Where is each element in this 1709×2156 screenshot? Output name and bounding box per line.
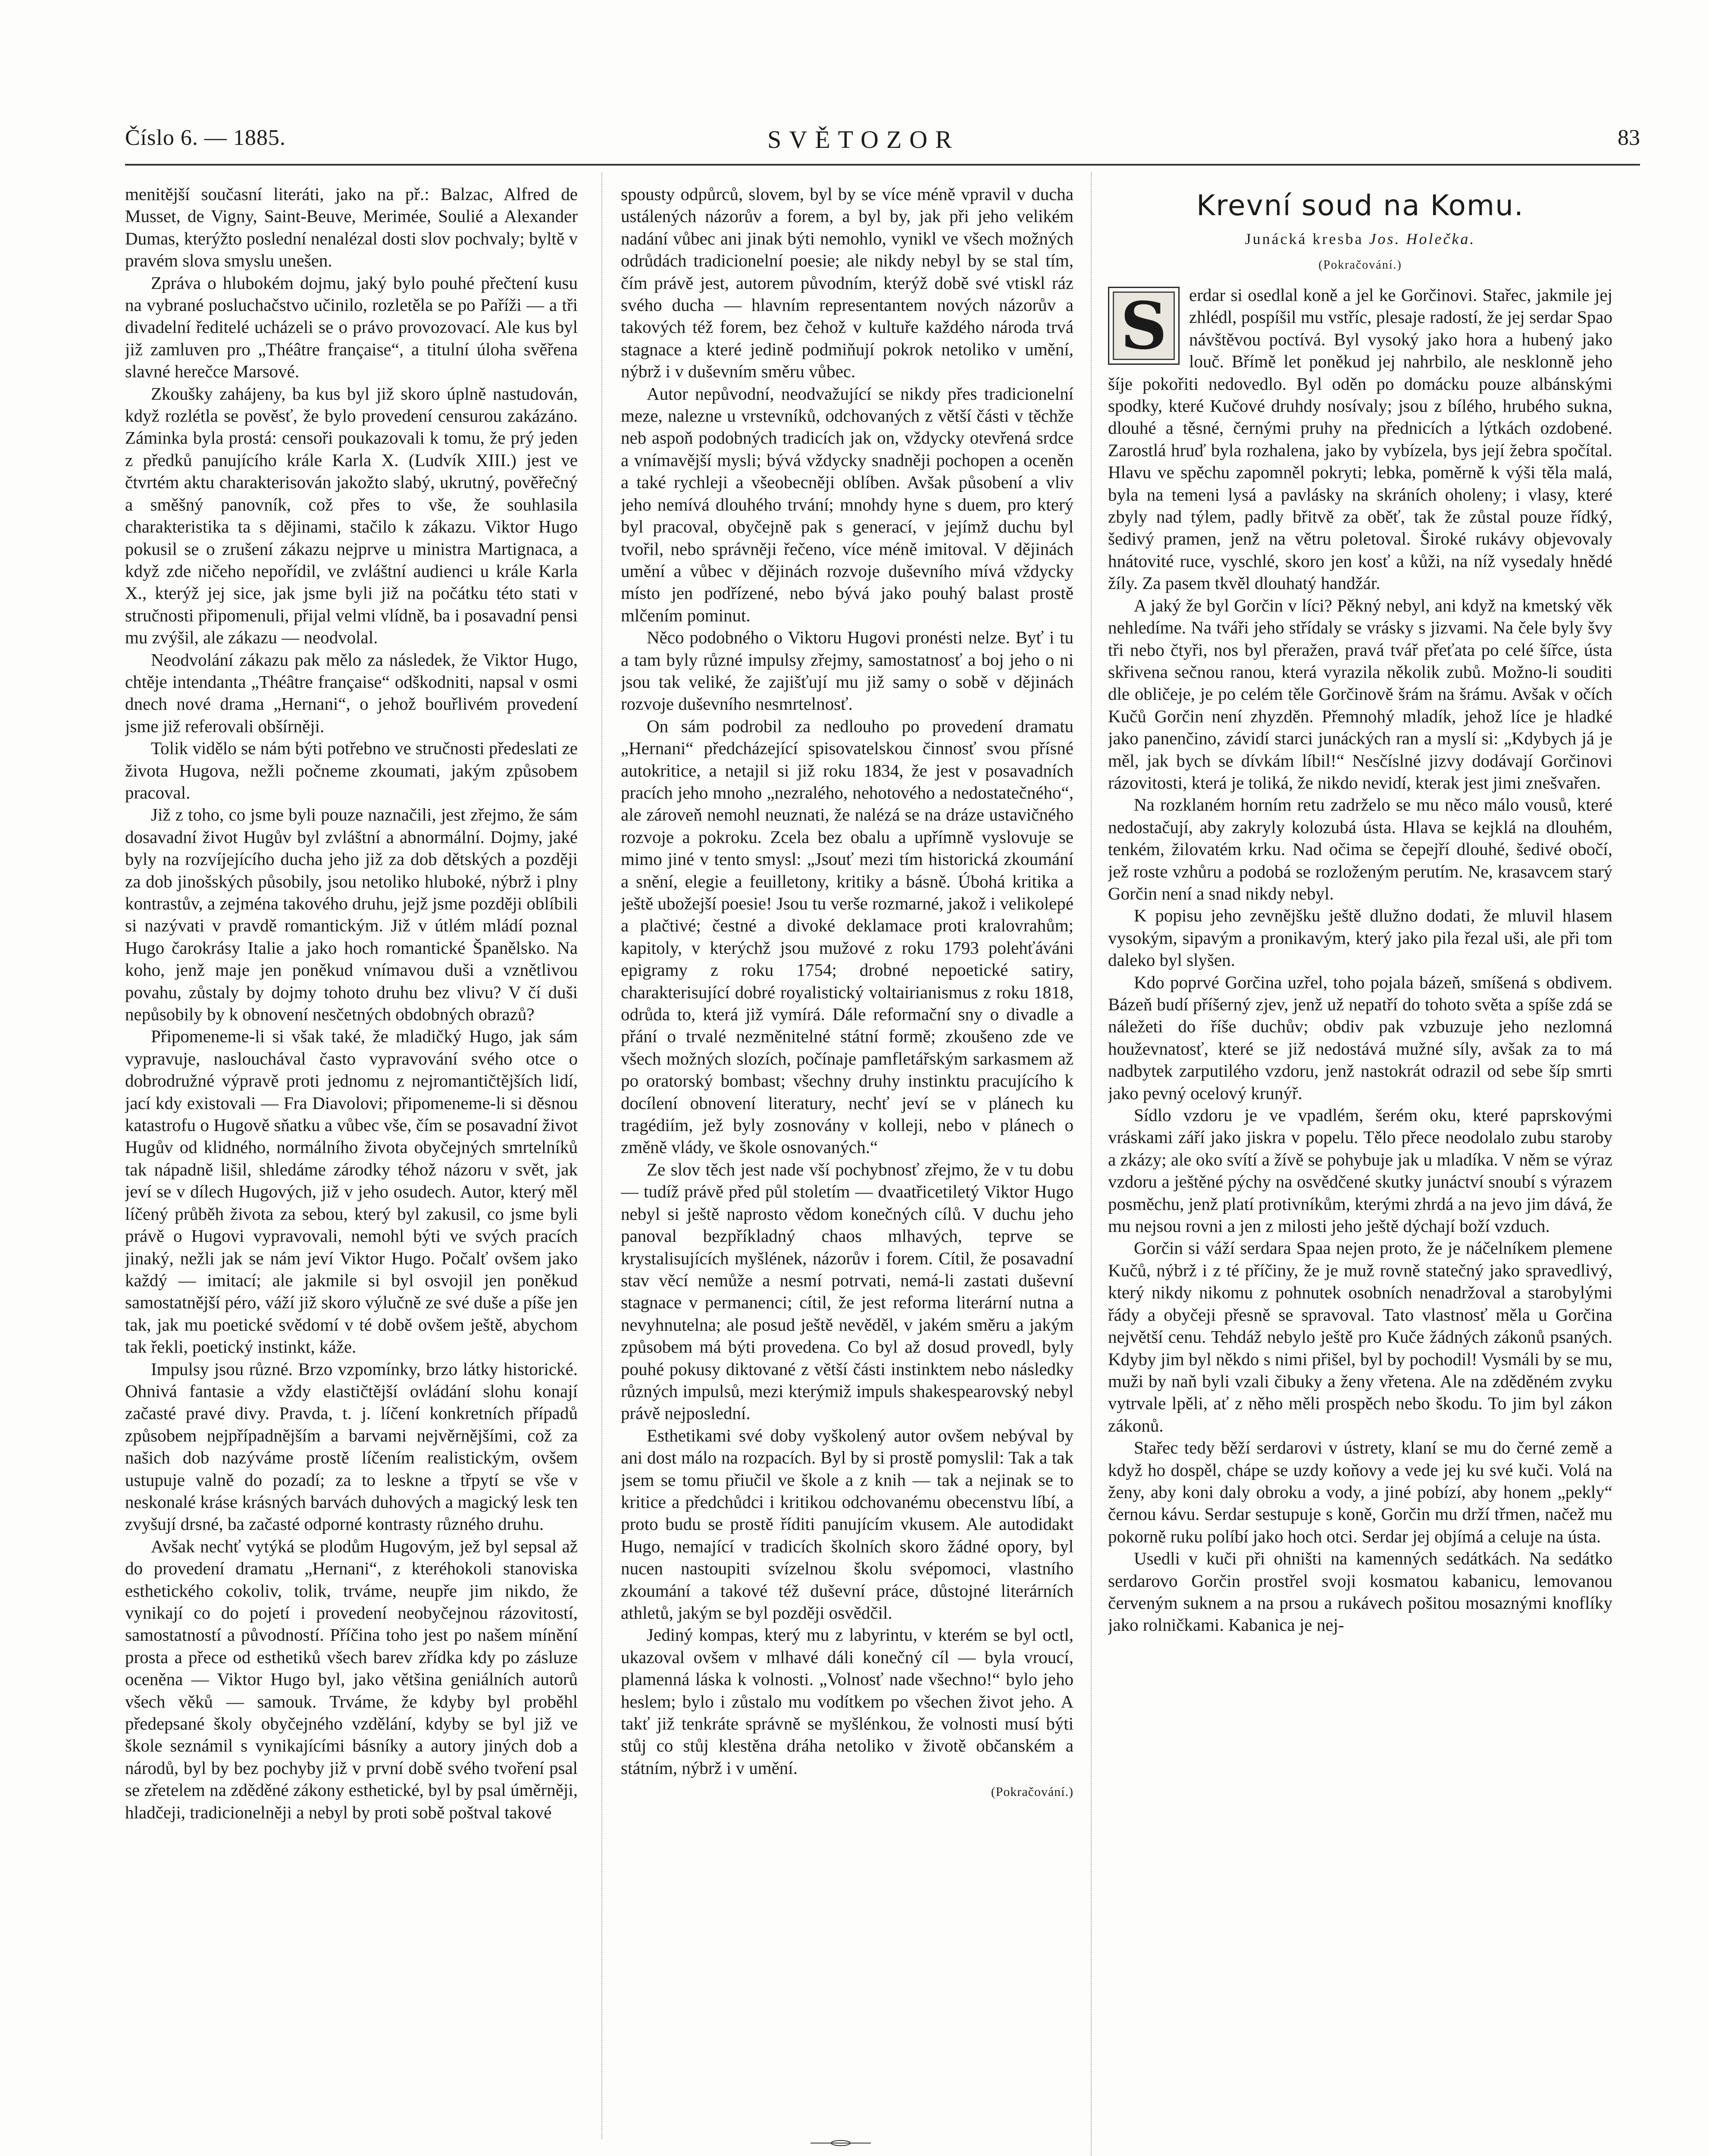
magazine-title: SVĚTOZOR [767,125,960,154]
paragraph: Zkoušky zahájeny, ba kus byl již skoro úplně nastudován, když rozlétla se pověsť, že bylo provedení censurou zakázáno. Záminka byla prostá: censoři poukazovali k tomu, že prý jeden z předků panujícího krále Karla X. (Ludvík XIII.) jest ve čtvrtém aktu charakterisován jakožto slabý, ukrutný, pověřečný a směšný panovník, což přes to vše, že souhlasila charakteristika ta s dějinami, stačilo k zákazu. Viktor Hugo pokusil se o zrušení zákazu nejprve u ministra Martignaca, a když zde ničeho nepořídil, ve zvláštní audienci u krále Karla X., kterýž jej sice, jak jsme byli již na počátku této stati v stručnosti připomenuli, přijal velmi vlídně, ba i posavadní pensi mu zvýšil, ale zákazu — neodvolal. [125,383,578,648]
page-number: 83 [1618,125,1640,150]
paragraph: Autor nepůvodní, neodvažující se nikdy přes tradicionelní meze, nalezne u vrstevníků, odchovaných z větší části v těchže neb aspoň podobných tradicích jak on, vždycky otevřená srdce a vnímavější mysli; bývá vždycky snadněji pochopen a oceněn a také rychleji a všeobecněji oblíben. Avšak působení a vliv jeho nemívá dlouhého trvání; mnohdy hyne s duem, pro který byl pracoval, obyčejně pak s generací, v jejímž duchu byl tvořil, nebo správněji řečeno, více méně imitoval. V dějinách umění a vůbec v dějinách rozvoje duševního mívá vždycky místo jen podřízené, nebo bývá jako pouhý balast prostě mlčením pominut. [621,383,1074,625]
column-right [1108,183,1612,2156]
paragraph: Kdo poprvé Gorčina uzřel, toho pojala bázeň, smíšená s obdivem. Bázeň budí příšerný zjev, jenž už nepatří do tohoto světa a spíše zdá se náležeti do říše duchův; obdiv pak vzbuzuje jeho nezlomná houževnatosť, které se již nedostává mužné síly, avšak za to má nadbytek zarputilého vzdoru, jenž nastokrát odrazil od sebe šíp smrti jako pevný ocelový krunýř. [1108,972,1612,1103]
article-continuation-note: (Pokračování.) [1318,258,1402,272]
paragraph: Jediný kompas, který mu z labyrintu, v kterém se byl octl, ukazoval ovšem v mlhavé dáli konečný cíl — byla vroucí, plamenná láska k volnosti. „Volnosť nade všechno!“ bylo jeho heslem; bylo i zůstalo mu vodítkem po všechen život jeho. A takť již tenkráte správně se myšlénkou, že volnosti musí býti stůj co stůj klestěna dráha netoliko v životě občanském a státním, nýbrž i v umění. [621,1625,1074,1778]
article-byline [1108,228,1612,250]
paragraph: Impulsy jsou různé. Brzo vzpomínky, brzo látky historické. Ohnivá fantasie a vždy elastičtější ovládání slohu konají začasté pravé divy. Pravda, t. j. líčení konkretních případů způsobem nejpřípadnějším a barvami nejvěrnějšími, což za našich dob nazýváme prostě líčením realistickým, ovšem ustupuje valně do pozadí; za to leskne a třpytí se vše v neskonalé kráse krásných barvách duhových a magický lesk ten zvyšují drsné, ba začasté odporné kontrasty různého druhu. [125,1359,578,1534]
lead-paragraph [1108,284,1612,595]
dropcap-initial: S [1108,287,1180,365]
paragraph: Již z toho, co jsme byli pouze naznačili, jest zřejmo, že sám dosavadní život Hugův byl zvláštní a abnormální. Dojmy, jaké byly na rozvíjejícího ducha jeho již za dob dětských a později za dob jinošských působily, jsou netoliko hluboké, nýbrž i plny kontrastův, a zejména takového druhu, jejž jsme později oblíbili si nazývati v pravdě romantickým. Již v útlém mládí poznal Hugo čarokrásy Italie a jako hoch romantické Španělsko. Na koho, jenž maje jen poněkud vnímavou duši a vznětlivou povahu, zůstaly by dojmy tohoto druhu bez vlivu? V čí duši nepůsobily by k obnovení nesčetných obdobných obrazů? [125,805,578,1025]
paragraph: Usedli v kuči při ohništi na kamenných sedátkách. Na sedátko serdarovo Gorčin prostřel svoji kosmatou kabanicu, lemovanou červeným suknem a na prsou a rukávech pošitou mosaznými knoflíky jako rolničkami. Kabanica je nej- [1108,1548,1612,1635]
paragraph: Tolik vidělo se nám býti potřebno ve stručnosti předeslati ze života Hugova, nežli počneme zkoumati, jakým způsobem pracoval. [125,738,578,802]
paragraph: Ze slov těch jest nade vší pochybnosť zřejmo, že v tu dobu — tudíž právě před půl stoletím — dvaatřicetiletý Viktor Hugo nebyl si ještě naprosto vědom konečných cílů. V duchu jeho panoval bezpříkladný chaos mlhavých, teprve se krystalisujících myšlének, názorův i forem. Cítil, že posavadní stav věcí nemůže a nesmí potrvati, nemá-li zastati duševní stagnace v permanenci; cítil, že jest reforma literární nutna a nevyhnutelna; ale posud ještě nevěděl, v jakém směru a jakým způsobem má býti provedena. Co byl až dosud provedl, byly pouhé pokusy diktované z větší části instinktem nebo následky různých impulsů, mezi kterýmiž impuls shakespearovský nebyl právě nejposlední. [621,1159,1074,1423]
issue-number: Číslo 6. — 1885. [125,125,286,150]
paragraph: Gorčin si váží serdara Spaa nejen proto, že je náčelníkem plemene Kučů, nýbrž i z té příčiny, že je muž rovně statečný jako spravedlivý, který nikdy nikomu z pohnutek osobních nenadržoval a starobylými řády a obyčeji přesně se spravoval. Tato vlastnosť měla u Gorčina největší cenu. Tehdáž nebylo ještě pro Kuče žádných zákonů psaných. Kdyby jim byl někdo s nimi přišel, byl by pochodil! Vysmáli by se mu, muži by naň byli vzali čibuky a ženy vřetena. Ale na zděděném zvyku vytrvale lpěli, ať z něho měli prospěch nebo škodu. To jim byl zákon zákonů. [1108,1238,1612,1435]
paragraph: Připomeneme-li si však také, že mladičký Hugo, jak sám vypravuje, naslouchával často vypravování svého otce o dobrodružné výpravě proti jednomu z nejromantičtějších lidí, jací kdy existovali — Fra Diavolovi; připomeneme-li si děsnou katastrofu o Hugově sňatku a vůbec vše, čím se posavadní život Hugův od klidného, normálního života obyčejných smrtelníků tak nápadně lišil, shledáme zárodky téhož názoru v svět, jak jeví se v dílech Hugových, již v jeho osudech. Autor, který měl líčený průběh života za sebou, který byl zakusil, co jsme byli právě o Hugovi vypravovali, nemohl býti ve svých pracích jinaký, nežli jak se nám jeví Viktor Hugo. Počalť ovšem jako každý — imitací; ale jakmile si byl osvojil jen poněkud samostatnější péro, váží již skoro výlučně ze své duše a píše jen tak, jak mu poetické svědomí v té době ovšem ještě, abychom tak řekli, poetický instinkt, káže. [125,1026,578,1357]
paragraph: menitější současní literáti, jako na př.: Balzac, Alfred de Musset, de Vigny, Saint-Beuve, Merimée, Soulié a Alexander Dumas, kterýžto poslední nenalézal dosti slov pochvaly; byltě v pravém slova smyslu unešen. [125,184,578,271]
article-author: Jos. Holečka. [1369,230,1476,248]
column-middle [621,183,1074,2154]
byline-prefix: Junácká kresba [1245,230,1364,248]
paragraph: Avšak nechť vytýká se plodům Hugovým, jež byl sepsal až do provedení dramatu „Hernani“, z kteréhokoli stanoviska esthetického cokoliv, tolik, trváme, neupře jim nikdo, že vynikají co do pojetí i provedení neobyčejnou rázovitostí, samostatností a původností. Příčina toho jest po našem mínění prosta a přece od esthetiků všech barev zřídka kdy po zásluze oceněna — Viktor Hugo byl, jako většina geniálních autorů všech věků — samouk. Trváme, že kdyby byl proběhl předepsané školy obyčejného vzdělání, kdyby se byl již ve škole seznámil s vynikajícími básníky a autory jiných dob a národů, byl by bez pochyby již v první době svého tvoření psal se zřetelem na zděděné zákony esthetické, byl by psal úměrněji, hladčeji, tradicionelněji a nebyl by proti sobě poštval takové [125,1536,578,1822]
paragraph: On sám podrobil za nedlouho po provedení dramatu „Hernani“ předcházející spisovatelskou činnosť svou přísné autokritice, a netajil si již roku 1834, že jest v posavadních pracích jeho mnoho „nezralého, nehotového a nedostatečného“, ale zároveň nemohl neuznati, že nalézá se na dráze ustavičného rozvoje a pokroku. Zcela bez obalu a upřímně vyslovuje se mimo jiné v tento smysl: „Jsouť mezi tím historická zkoumání a snění, elegie a feuilletony, kritiky a básně. Úbohá kritika a ještě ubožejší poesie! Jsou tu verše rozmarné, jakož i velikolepé a plačtivé; čestné a divoké deklamace proti kralovrahům; kapitoly, v kterýchž jsou mužové z roku 1793 polehťáváni epigramy z roku 1754; drobné nepoetické satiry, charakterisující dobré royalistický voltairianismus z roku 1818, odrůda to, která již vymírá. Dále reformační sny o divadle a přání o trvalé nezměnitelné státní formě; zkoušeno zde ve všech možných slozích, počínaje pamfletářským sarkasmem až po oratorský bombast; všechny druhy instinktu pracujícího k docílení obnovení literatury, nechť jeví se v plánech ku tragédiím, jež byly zosnovány v kolleji, nebo v plánech o změně vlády, ve škole osnovaných.“ [621,716,1074,1157]
paragraph: Stařec tedy běží serdarovi v ústrety, klaní se mu do černé země a když ho dospěl, chápe se uzdy koňovy a vede jej ku své kuči. Volá na ženy, aby koni daly obroku a vody, a jiné pobízí, aby honem „pekly“ černou kávu. Serdar sestupuje s koně, Gorčin mu drží třmen, načež mu pokorně ruku políbí jako hoch otci. Serdar jej objímá a celuje na ústa. [1108,1438,1612,1546]
paragraph: K popisu jeho zevnějšku ještě dlužno dodati, že mluvil hlasem vysokým, sipavým a pronikavým, který jako pila řezal uši, ale při tom daleko byl slyšen. [1108,906,1612,970]
column-divider [601,172,602,2139]
paragraph: Esthetikami své doby vyškolený autor ovšem nebýval by ani dost málo na rozpacích. Byl by si prostě pomyslil: Tak a tak jsem se tomu přiučil ve škole a z knih — tak a nejinak se to kritice a předchůdci i kritikou odchovanému obecenstvu líbí, a proto budu se prostě říditi panujícím vkusem. Ale autodidakt Hugo, nemající v tradicích školních skoro žádné opory, byl nucen nastoupiti svízelnou školu svépomoci, vlastního zkoumání a takové též duševní práce, důstojné literárních athletů, jakým se byl později osvědčil. [621,1425,1074,1623]
end-ornament [811,2139,871,2147]
running-head [125,125,1640,160]
paragraph: Zpráva o hlubokém dojmu, jaký bylo pouhé přečtení kusu na vybrané posluchačstvo učinilo, rozletěla se po Paříži — a tři divadelní ředitelé ucházeli se o právo provozovací. Ale kus byl již zamluven pro „Théâtre française“, a titulní úloha svěřena slavné herečce Marsové. [125,273,578,382]
header-rule [125,164,1640,166]
paragraph: Na rozklaném horním retu zadrželo se mu něco málo vousů, které nedostačují, aby zakryly kolozubá ústa. Hlava se kejklá na dlouhém, tenkém, žilovatém krku. Nad očima se čepejří dlouhé, šedivé obočí, jež roste vzhůru a podobá se rozloženým perutím. Ne, krasavcem starý Gorčin není a snad nikdy nebyl. [1108,795,1612,903]
paragraph: A jaký že byl Gorčin v líci? Pěkný nebyl, ani když na kmetský věk nehledíme. Na tváři jeho střídaly se vrásky s jizvami. Na čele byly švy tři nebo čtyři, nos byl přeražen, pravá tvář přeťata po celé šířce, ústa skřivena sečnou ranou, která vyrazila několik zubů. Možno-li souditi dle obličeje, je po celém těle Gorčinově šrám na šrámu. Avšak v očích Kučů Gorčin není zhyzděn. Přemnohý mladík, jehož líce je hladké jako panenčino, závidí starci junáckých ran a myslí si: „Kdybych já je měl, jak bych se dívkám líbil!“ Nesčíslné jizvy dodávají Gorčinovi rázovitosti, která je toliká, že nikdo nevidí, kterak jest jimi znešvařen. [1108,595,1612,793]
article-title: Krevní soud na Komu. [1196,189,1524,222]
column-left [125,183,578,2156]
paragraph: Něco podobného o Viktoru Hugovi pronésti nelze. Byť i tu a tam byly různé impulsy zřejmy, samostatnosť a boj jeho o ni jsou tak veliké, že zajišťují mu již samy o sobě v dějinách rozvoje duševního nesmrtelnosť. [621,627,1074,714]
column-divider [1091,172,1092,2156]
paragraph: spousty odpůrců, slovem, byl by se více méně vpravil v ducha ustálených názorův a forem, a byl by, jak při jeho velikém nadání vůbec ani jinak býti nemohlo, vynikl ve všech možných odrůdách tradicionelní poesie; ale nikdy nebyl by se stal tím, čím právě jest, autorem původním, kterýž době své vtiskl ráz svého ducha — hlavním representantem nových názorův a takových též forem, bez čehož v kultuře každého národa trvá stagnace a které jedině podmiňují pokrok netoliko v umění, nýbrž i v duševním směru vůbec. [621,184,1074,382]
paragraph: Neodvolání zákazu pak mělo za následek, že Viktor Hugo, chtěje intendanta „Théâtre française“ odškodniti, napsal v osmi dnech nové drama „Hernani“, o jehož bouřlivém provedení jsme již referovali obšírněji. [125,649,578,736]
continuation-note: (Pokračování.) [991,1785,1074,1799]
lead-text: erdar si osedlal koně a jel ke Gorčinovi. Stařec, jakmile jej zhlédl, pospíšil mu vstříc, plesaje radostí, že jej serdar Spao návštěvou poctívá. Byl vysoký jako hora a hubený jako louč. Břímě let poněkud jej nahrbilo, ale nesklonně jeho šíje pokořiti nedovedlo. Byl oděn po domácku pouze albánskými spodky, které Kučové druhdy nosívaly; jsou z bílého, hrubého sukna, dlouhé a těsné, černými pruhy na přednicích a lýtkách ozdobené. Zarostlá hruď byla rozhalena, jako by vybízela, bys její žebra spočítal. Hlavu ve spěchu zapomněl pokryti; lebka, poměrně k výši těla malá, byla na temeni lysá a pavlásky na skráních oholeny; i vlasy, které zbyly nad týlem, padly břitvě za oběť, tak že zůstal pouze řídký, šedivý pramen, jenž na větru poletoval. Široké rukávy objevovaly hnátovité ruce, vyschlé, skoro jen kosť a kůži, na níž vysedaly hnědé žíly. Za pasem tkvěl dlouhatý handžár. [1108,285,1612,593]
paragraph: Sídlo vzdoru je ve vpadlém, šerém oku, které paprskovými vráskami září jako jiskra v popelu. Tělo přece neodolalo zubu staroby a zkázy; ale oko svítí a žívě se pohybuje jak u mladíka. V něm se výraz vzdoru a ještěné pýchy na osvědčené skutky junáctví snoubí s výrazem posměchu, jenž platí protivníkům, kterými zhrdá a na jevo jim dává, že mu nejsou rovni a jen z milosti jeho ještě dýchají boží vzduch. [1108,1105,1612,1236]
